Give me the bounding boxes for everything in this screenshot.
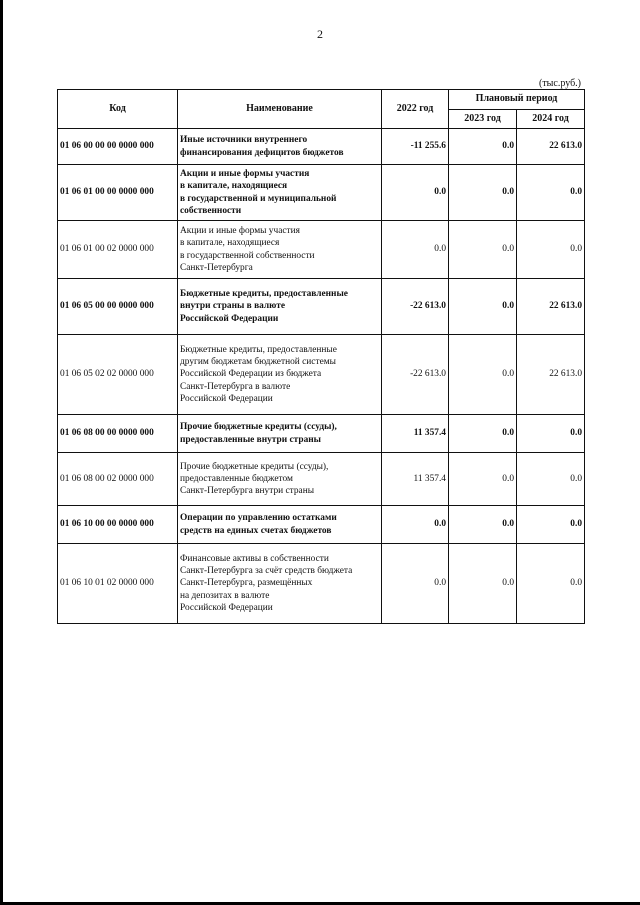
row-value-2023: 0.0 [449,165,517,221]
row-code: 01 06 05 02 02 0000 000 [58,335,178,415]
row-name-line: собственности [180,205,242,216]
header-planned-period: Плановый период [449,90,585,110]
row-name [178,279,382,335]
row-name-line: средств на единых счетах бюджетов [180,525,332,536]
row-name-line: на депозитах в валюте [180,590,270,601]
row-value-2024: 0.0 [517,221,585,279]
row-name [178,453,382,506]
row-value-2024: 0.0 [517,453,585,506]
row-name [178,129,382,165]
row-name-line: Российской Федерации из бюджета [180,369,322,380]
header-2024: 2024 год [517,110,585,129]
header-2023: 2023 год [449,110,517,129]
row-value-2023: 0.0 [449,544,517,624]
row-value-2022: 0.0 [382,544,449,624]
row-name-line: финансирования дефицитов бюджетов [180,147,344,158]
table-body [58,129,585,624]
row-name-line: предоставленные внутри страны [180,434,321,445]
row-value-2022: 0.0 [382,165,449,221]
row-value-2024: 22 613.0 [517,335,585,415]
header-name: Наименование [178,90,382,129]
row-name-line: в государственной собственности [180,250,315,261]
row-name-line: предоставленные бюджетом [180,473,293,484]
row-value-2023: 0.0 [449,506,517,544]
row-value-2024: 22 613.0 [517,129,585,165]
row-value-2022: 11 357.4 [382,415,449,453]
row-name-line: Санкт-Петербурга [180,262,253,273]
row-name-line: Бюджетные кредиты, предоставленные [180,289,348,300]
row-code: 01 06 01 00 02 0000 000 [58,221,178,279]
row-value-2024: 22 613.0 [517,279,585,335]
header-code: Код [58,90,178,129]
row-value-2022: 0.0 [382,506,449,544]
row-code: 01 06 08 00 02 0000 000 [58,453,178,506]
row-code: 01 06 10 01 02 0000 000 [58,544,178,624]
row-name-line: Финансовые активы в собственности [180,553,329,564]
table-row [58,129,585,165]
row-code: 01 06 01 00 00 0000 000 [58,165,178,221]
row-value-2023: 0.0 [449,129,517,165]
row-name-line: Прочие бюджетные кредиты (ссуды), [180,422,337,433]
row-name-line: Акции и иные формы участия [180,169,310,180]
table-row [58,279,585,335]
table-row [58,335,585,415]
scan-left-edge [0,0,3,905]
row-name-line: Санкт-Петербурга в валюте [180,381,291,392]
row-value-2022: -22 613.0 [382,279,449,335]
table-row [58,415,585,453]
row-name-line: Санкт-Петербурга за счёт средств бюджета [180,566,353,577]
row-name [178,221,382,279]
row-name-line: Прочие бюджетные кредиты (ссуды), [180,461,329,472]
page-number: 2 [317,27,323,41]
row-name-line: Иные источники внутреннего [180,135,308,146]
row-name-line: Российской Федерации [180,393,273,404]
row-name [178,415,382,453]
table-row [58,453,585,506]
row-value-2022: -22 613.0 [382,335,449,415]
row-code: 01 06 05 00 00 0000 000 [58,279,178,335]
row-code: 01 06 00 00 00 0000 000 [58,129,178,165]
row-value-2023: 0.0 [449,453,517,506]
row-value-2024: 0.0 [517,506,585,544]
row-value-2022: 0.0 [382,221,449,279]
row-name-line: Акции и иные формы участия [180,226,300,237]
row-name-line: Бюджетные кредиты, предоставленные [180,344,337,355]
row-name-line: Операции по управлению остатками [180,513,337,524]
row-name-line: Санкт-Петербурга, размещённых [180,578,313,589]
header-2022: 2022 год [382,90,449,129]
row-value-2022: 11 357.4 [382,453,449,506]
row-name-line: Санкт-Петербурга внутри страны [180,486,315,497]
row-name [178,544,382,624]
row-value-2024: 0.0 [517,415,585,453]
row-value-2023: 0.0 [449,335,517,415]
row-name [178,335,382,415]
row-name [178,165,382,221]
row-value-2023: 0.0 [449,415,517,453]
table-row [58,165,585,221]
row-value-2022: -11 255.6 [382,129,449,165]
budget-sources-table [57,89,585,624]
row-value-2023: 0.0 [449,279,517,335]
row-value-2023: 0.0 [449,221,517,279]
row-value-2024: 0.0 [517,544,585,624]
row-name-line: Российской Федерации [180,602,273,613]
table-row [58,544,585,624]
row-name-line: в капитале, находящиеся [180,238,280,249]
row-code: 01 06 08 00 00 0000 000 [58,415,178,453]
units-label: (тыс.руб.) [538,78,581,89]
table-row [58,221,585,279]
row-name [178,506,382,544]
row-name-line: внутри страны в валюте [180,301,285,312]
row-code: 01 06 10 00 00 0000 000 [58,506,178,544]
row-name-line: в государственной и муниципальной [180,193,337,204]
row-name-line: другим бюджетам бюджетной системы [180,357,336,368]
row-value-2024: 0.0 [517,165,585,221]
row-name-line: в капитале, находящиеся [180,181,288,192]
row-name-line: Российской Федерации [180,313,279,324]
table-row [58,506,585,544]
